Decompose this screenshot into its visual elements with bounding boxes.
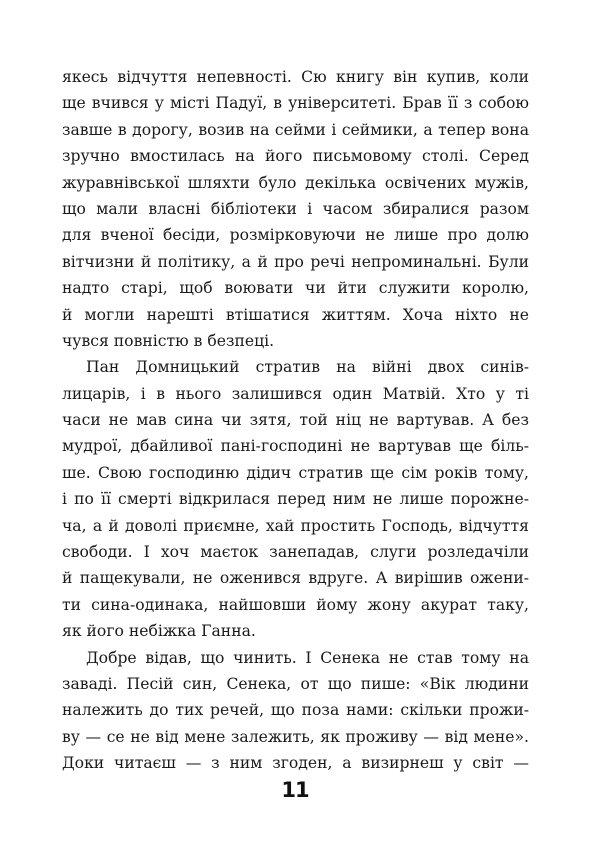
text-line: якесь відчуття непевності. Сю книгу він купив, коли [62,68,529,86]
text-line: часи не мав сина чи зятя, той ніц не вартував. А без [62,411,529,430]
text-line: журавнівської шляхти було декілька освічених мужів, [62,173,529,192]
text-line: завше в дорогу, возив на сейми і сеймики, а тепер вона [62,120,529,139]
text-line: й могли нарешті втішатися життям. Хоча ніхто не [62,305,529,324]
text-line: мудрої, дбайливої пані-господині не вартував ще біль- [62,437,529,456]
text-line: Доки читаєш — з ним згоден, а визирнеш у світ — [62,754,529,773]
text-line: як його небіжка Ганна. [62,622,256,641]
body-text [62,64,529,777]
text-line: чувся повністю в безпеці. [62,331,275,350]
text-line: Пан Домницький стратив на війні двох синів- [86,358,529,377]
page-number: 11 [281,778,309,802]
text-line: що мали власні бібліотеки і часом збиралися разом [62,199,529,218]
text-line: ву — се не від мене залежить, як проживу — від мене». [62,727,529,746]
text-line: належить до тих речей, що поза нами: скільки прожи- [62,701,529,720]
text-line: Добре відав, що чинить. І Сенека не став тому на [86,648,529,667]
text-line: ше. Свою господиню дідич стратив ще сім років тому, [62,463,529,482]
text-line: ти сина-одинака, найшовши йому жону акурат таку, [62,595,529,614]
text-line: і по її смерті відкрилася перед ним не лише порожне- [62,490,529,509]
text-line: заваді. Песій син, Сенека, от що пише: «Вік людини [62,674,529,693]
text-line: лицарів, і в нього залишився один Матвій. Хто у ті [62,384,529,403]
text-line: ще вчився у місті Падуї, в університеті. Брав її з собою [62,94,529,113]
text-line: для вченої бесіди, розмірковуючи не лише про долю [62,226,529,245]
text-line: свободи. І хоч маєток занепадав, слуги розледачіли [62,543,529,562]
text-line: й пащекували, не оженився вдруге. А вирішив ожени- [62,569,529,588]
text-line: ча, а й доволі приємне, хай простить Господь, відчуття [62,516,529,535]
text-line: вітчизни й політику, а й про речі непроминальні. Були [62,252,529,271]
text-line: зручно вмостилась на його письмовому столі. Серед [62,147,529,166]
text-line: надто старі, щоб воювати чи йти служити королю, [62,279,529,298]
